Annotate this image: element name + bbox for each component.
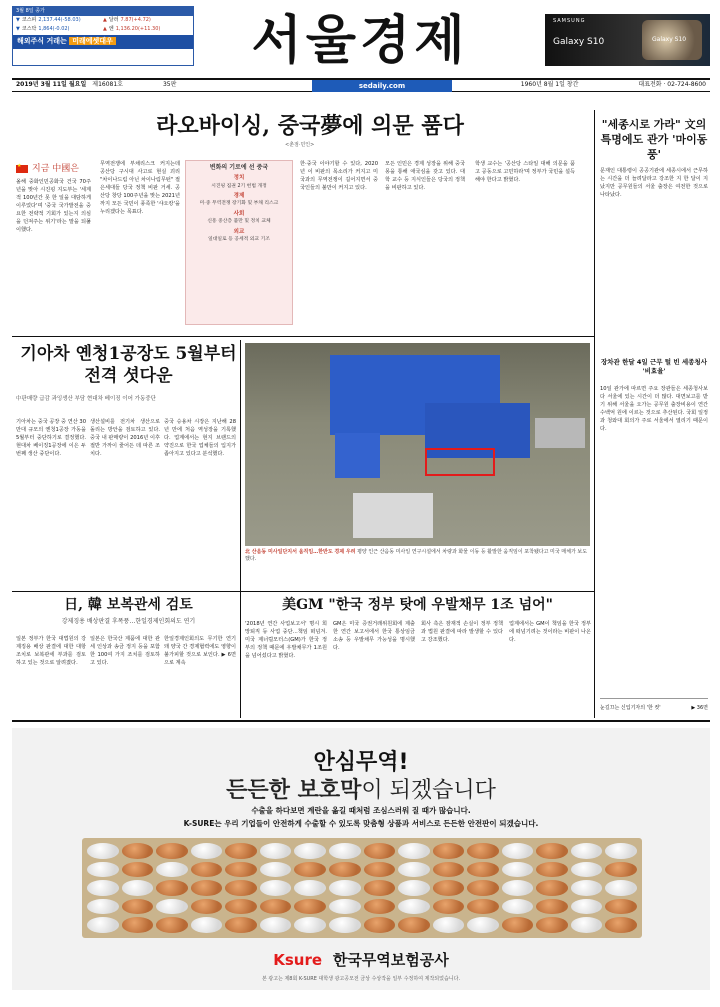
egg	[398, 880, 430, 896]
newspaper-logo[interactable]: 서울경제	[251, 11, 469, 71]
egg	[571, 899, 603, 915]
egg	[571, 862, 603, 878]
japan-column: 일본은 한국산 제품에 대한 관세 인상과 송금 정지 등을 포함한 100여 가지 조치를 검토하고 있다.	[90, 636, 160, 667]
infographic-text: 신흥 중산층 불만 및 정치 교체	[207, 219, 271, 225]
egg	[87, 899, 119, 915]
egg	[467, 899, 499, 915]
ad-headline-2	[12, 776, 710, 806]
egg	[364, 880, 396, 896]
samsung-ad[interactable]	[545, 14, 710, 66]
egg	[225, 843, 257, 859]
egg	[225, 862, 257, 878]
ticker-value: 2,137.44(-58.03)	[38, 16, 81, 23]
infographic-label: 외교	[233, 228, 245, 235]
phone-number: 대표전화 · 02-724-8600	[638, 81, 706, 89]
section-divider	[12, 591, 594, 592]
promo-text: 해외주식 거래는	[17, 37, 67, 46]
egg	[329, 899, 361, 915]
egg	[433, 880, 465, 896]
egg	[122, 899, 154, 915]
egg	[260, 899, 292, 915]
kia-column: 중국 승용차 시장은 지난해 28년 만에 처음 역성장을 기록했다. 업계에서는 현지 브랜드의 약진으로 한국 업체들의 입지가 좁아지고 있다고 분석했다.	[164, 419, 236, 458]
ad-brand-logo	[12, 950, 710, 970]
phone-screen-text: Galaxy S10	[652, 36, 687, 43]
gm-column: GM은 미국 증권거래위원회에 제출한 연간 보고서에서 한국 통상임금 소송 등 우발채무 가능성을 명시했다.	[333, 621, 415, 652]
infographic-text: 시진핑 집권 2기 헌법 개정	[211, 183, 267, 189]
egg	[294, 843, 326, 859]
egg	[502, 862, 534, 878]
egg	[502, 843, 534, 859]
egg	[433, 843, 465, 859]
gm-column: 회사 측은 잠재적 손실이 정부 정책과 법원 판결에 따라 발생할 수 있다고 강조했다.	[421, 621, 503, 644]
egg	[294, 880, 326, 896]
egg	[191, 917, 223, 933]
egg	[605, 843, 637, 859]
ad-headline-rest: 이 되겠습니다	[361, 778, 496, 803]
egg	[122, 917, 154, 933]
egg	[329, 880, 361, 896]
egg	[398, 862, 430, 878]
egg	[260, 862, 292, 878]
ticker-name: 엔	[108, 25, 114, 32]
ad-model: Galaxy S10	[553, 37, 605, 47]
egg	[502, 880, 534, 896]
egg	[536, 843, 568, 859]
highlight-box	[425, 448, 495, 476]
ksure-logo-word: sure	[284, 951, 323, 969]
egg	[364, 899, 396, 915]
egg	[364, 917, 396, 933]
egg	[605, 880, 637, 896]
egg	[191, 899, 223, 915]
page-edition: 35판	[162, 81, 177, 89]
egg	[225, 899, 257, 915]
ad-headline: 안심무역!	[313, 750, 409, 775]
egg	[87, 862, 119, 878]
caption-text: 평양 인근 산음동 미사일 연구시설에서 차량과 화물 이동 등 활발한 움직임이 포착됐다고 미국 매체가 보도했다.	[245, 549, 588, 562]
egg	[87, 843, 119, 859]
egg	[260, 843, 292, 859]
egg	[398, 917, 430, 933]
ticker-promo[interactable]	[13, 35, 193, 48]
infographic-label: 정치	[233, 175, 245, 182]
egg	[329, 843, 361, 859]
egg	[364, 862, 396, 878]
infographic-label: 사회	[233, 210, 245, 217]
gm-column: '2018년 연간 사업보고서' 명시 희망퇴직 등 사업 중단…책임 떠넘겨. 미국 제너럴모터스(GM)가 한국 정부의 정책 때문에 우발채무가 1조원을 넘어섰다고 밝혔다.	[245, 621, 327, 660]
egg	[467, 917, 499, 933]
egg	[433, 917, 465, 933]
lead-column: 한·중국 이야기할 수 있다, 2020년 이 비판의 목소리가 커지고 미국과의 무역전쟁이 길어지면서 중국인들의 불만이 커지고 있다.	[300, 161, 378, 192]
japan-column: 한일경제인회의도 무기한 연기돼 양국 간 경제협력에도 영향이 불가피할 것으로 보인다. ▶ 6면으로 계속	[164, 636, 236, 667]
egg	[87, 917, 119, 933]
sidebar-article	[600, 118, 708, 312]
kia-headline[interactable]: 기아차 옌청1공장도 5월부터 전격 셧다운	[20, 344, 237, 387]
website-link[interactable]: sedaily.com	[312, 80, 452, 92]
ad-brand-name: 한국무역보험공사	[332, 951, 449, 969]
lead-column: 올해 중화인민공화국 건국 70주년을 맞아 시진핑 지도부는 '세계적 100년간 못 한 일을 대담하게 이루었다'며 '중국 국가발전을 중요한 전략적 기회가 있는지 의심을 던져주는 위기'라는 말을 되풀이했다.	[16, 179, 91, 234]
ad-divider	[12, 720, 710, 722]
kia-column: 기아차는 중국 공장 중 연산 30만대 규모의 옌청1공장 가동을 5월부터 중단하기로 결정했다. 현대차 베이징1공장에 이은 두 번째 생산 중단이다.	[16, 419, 86, 458]
section-divider	[12, 336, 594, 337]
egg	[156, 917, 188, 933]
ticker-name: 코스피	[21, 16, 37, 23]
egg	[502, 899, 534, 915]
ad-copy: 수출을 하다보면 계란을 옮길 때처럼 조심스러워 질 때가 많습니다.	[251, 806, 471, 815]
sidebar-subheadline: 장차관 한달 4일 근무 털 빈 세종청사 '비효율'	[600, 358, 707, 375]
market-ticker	[12, 6, 194, 66]
egg	[225, 880, 257, 896]
sidebar-body: 문재인 대통령이 공공기관에 세종시에서 근무하는 시간을 더 늘려달라고 강조한 지 한 달이 지났지만 공무원들의 서울 출장은 여전한 것으로 나타났다.	[600, 167, 708, 198]
egg	[467, 880, 499, 896]
egg	[329, 862, 361, 878]
egg	[329, 917, 361, 933]
japan-headline[interactable]: 日, 韓 보복관세 검토	[64, 597, 193, 613]
egg	[536, 862, 568, 878]
egg	[605, 862, 637, 878]
sidebar-body: 10일 관가에 따르면 주요 장관들은 세종청사보다 서울에 있는 시간이 더 많다. 대면보고를 받기 위해 서울을 오가는 공무원 출장비용이 연간 수백억 원에 이르는 것으로 추산된다. 국회 일정과 청와대 회의가 주로 서울에서 열리기 때문이다.	[600, 386, 708, 433]
egg	[398, 843, 430, 859]
ad-footnote: 본 광고는 제8회 K-SURE 대학생 광고공모전 금상 수상작을 일부 수정하여 제작되었습니다.	[261, 976, 461, 982]
photo-building	[535, 418, 585, 448]
gm-headline[interactable]: 美GM "한국 정부 탓에 우발채무 1조 넘어"	[282, 597, 553, 613]
egg	[398, 899, 430, 915]
kia-column: 생산설비를 전기차 생산으로 돌리는 방안을 검토하고 있다. 중국 내 판매량이 2016년 이후 절반 가까이 줄어든 데 따른 조치다.	[90, 419, 160, 458]
egg	[605, 917, 637, 933]
egg	[605, 899, 637, 915]
lead-byline: <춘점·민인>	[285, 142, 315, 148]
promo-brand: 미래에셋대우	[69, 37, 116, 45]
egg	[191, 880, 223, 896]
ticker-value: 1,864(-0.02)	[38, 25, 70, 32]
egg	[156, 899, 188, 915]
china-flag-icon	[16, 165, 28, 173]
egg	[571, 880, 603, 896]
photo-caption	[245, 549, 590, 579]
ksure-logo-mark: K	[273, 951, 285, 969]
ad-copy: K-SURE는 우리 기업들이 안전하게 수출할 수 있도록 맞춤형 상품과 서비스로 든든한 안전판이 되겠습니다.	[183, 819, 539, 828]
egg	[122, 880, 154, 896]
egg	[225, 917, 257, 933]
issue-number: 제16081호	[92, 81, 123, 89]
infographic-text: 일대일로 등 공세적 외교 기조	[208, 237, 270, 243]
egg	[122, 843, 154, 859]
egg	[502, 917, 534, 933]
gm-column: 업계에서는 GM이 책임을 한국 정부에 떠넘기려는 것이라는 비판이 나온다.	[509, 621, 591, 644]
section-label	[16, 163, 79, 175]
egg	[433, 899, 465, 915]
page-index[interactable]	[600, 698, 708, 718]
egg	[191, 862, 223, 878]
kia-subheadline: 中판매량 급감 과잉생산 부담 현대차 베이징 이어 가동중단	[16, 396, 156, 402]
ksure-ad[interactable]	[12, 728, 710, 990]
sidebar-headline[interactable]: "세종시로 가라" 文의 특명에도 관가 '마이동풍'	[600, 118, 708, 161]
egg	[156, 880, 188, 896]
index-text: 눈길끄는 신입기자의 '한 컷'	[600, 705, 661, 712]
ad-headline-bold: 든든한 보호막	[226, 778, 362, 803]
ticker-value: 7.87(+4.72)	[120, 16, 151, 23]
satellite-photo[interactable]	[245, 343, 590, 546]
ticker-row: ▼ 코스피 2,137.44(-58.03) ▲ 달러 7.87(+4.72)	[16, 16, 151, 23]
japan-subheadline: 강제징용 배상판결 후폭풍…한일경제인회의도 연기	[61, 618, 196, 625]
founded-date: 1960년 8월 1일 창간	[520, 81, 579, 89]
ad-brand: SAMSUNG	[553, 18, 586, 24]
egg	[294, 917, 326, 933]
egg	[260, 880, 292, 896]
dateline-bar	[12, 78, 710, 92]
egg	[467, 862, 499, 878]
ticker-name: 달러	[108, 16, 119, 23]
egg	[536, 899, 568, 915]
egg	[433, 862, 465, 878]
index-page-link[interactable]: ▶ 36면	[691, 705, 708, 712]
lead-column: 모든 인민은 경제 성장을 위해 중국몽을 통해 애국심을 갖고 있다. 대학 교수 등 지식인들은 당국의 정책을 비판하고 있다.	[385, 161, 465, 192]
infographic-label: 경제	[233, 192, 245, 199]
egg	[294, 862, 326, 878]
egg	[364, 843, 396, 859]
egg	[536, 880, 568, 896]
egg	[156, 843, 188, 859]
photo-building	[335, 433, 380, 478]
egg-tray-image	[82, 838, 642, 938]
egg	[571, 917, 603, 933]
ticker-value: 1,136.20(+11.30)	[115, 25, 161, 32]
egg	[122, 862, 154, 878]
section-label-text: 지금 中國은	[32, 164, 79, 174]
egg	[87, 880, 119, 896]
photo-building	[353, 493, 433, 538]
infographic-text: 미·중 무역전쟁 장기화 및 부채 리스크	[199, 201, 279, 207]
lead-column: 무역전쟁에 부채리스크 커지는데 공산당 구시대 사고로 현실 괴리 "차이나드림 아닌 차이나림무턴" 절은세대들 당국 정책 비판 거세. 공산당 창당 100주년을 맞는 2021년까지 모든 국민이 풍족한 '샤오캉'을 누리겠다는 목표다.	[100, 161, 180, 216]
ticker-row: ▼ 코스닥 1,864(-0.02) ▲ 엔 1,136.20(+11.30)	[16, 25, 161, 32]
egg	[536, 917, 568, 933]
lead-headline[interactable]: 라오바이싱, 중국夢에 의문 품다	[156, 113, 464, 139]
infographic-title: 변화의 기로에 선 중국	[209, 164, 269, 171]
ticker-date: 3월 8일 종가	[13, 7, 193, 16]
caption-title: 北 산음동 미사일단지서 움직임…한반도 경제 우려	[245, 549, 356, 555]
ticker-name: 코스닥	[21, 25, 37, 32]
issue-date: 2019년 3월 11일 월요일	[16, 81, 87, 89]
column-divider	[594, 110, 595, 718]
egg	[294, 899, 326, 915]
egg	[156, 862, 188, 878]
lead-infographic	[185, 160, 293, 325]
phone-image	[642, 20, 702, 60]
egg	[191, 843, 223, 859]
egg	[467, 843, 499, 859]
egg	[571, 843, 603, 859]
lead-column: 학생 교수는 '공산당 스타일 대해 의문을 품고 공동으로 고민하라'며 정부가 국민을 설득해야 한다고 밝혔다.	[475, 161, 575, 184]
egg	[260, 917, 292, 933]
japan-column: 일본 정부가 한국 대법원의 강제징용 배상 판결에 대한 대항 조치로 보복관세 부과를 검토하고 있는 것으로 알려졌다.	[16, 636, 86, 667]
